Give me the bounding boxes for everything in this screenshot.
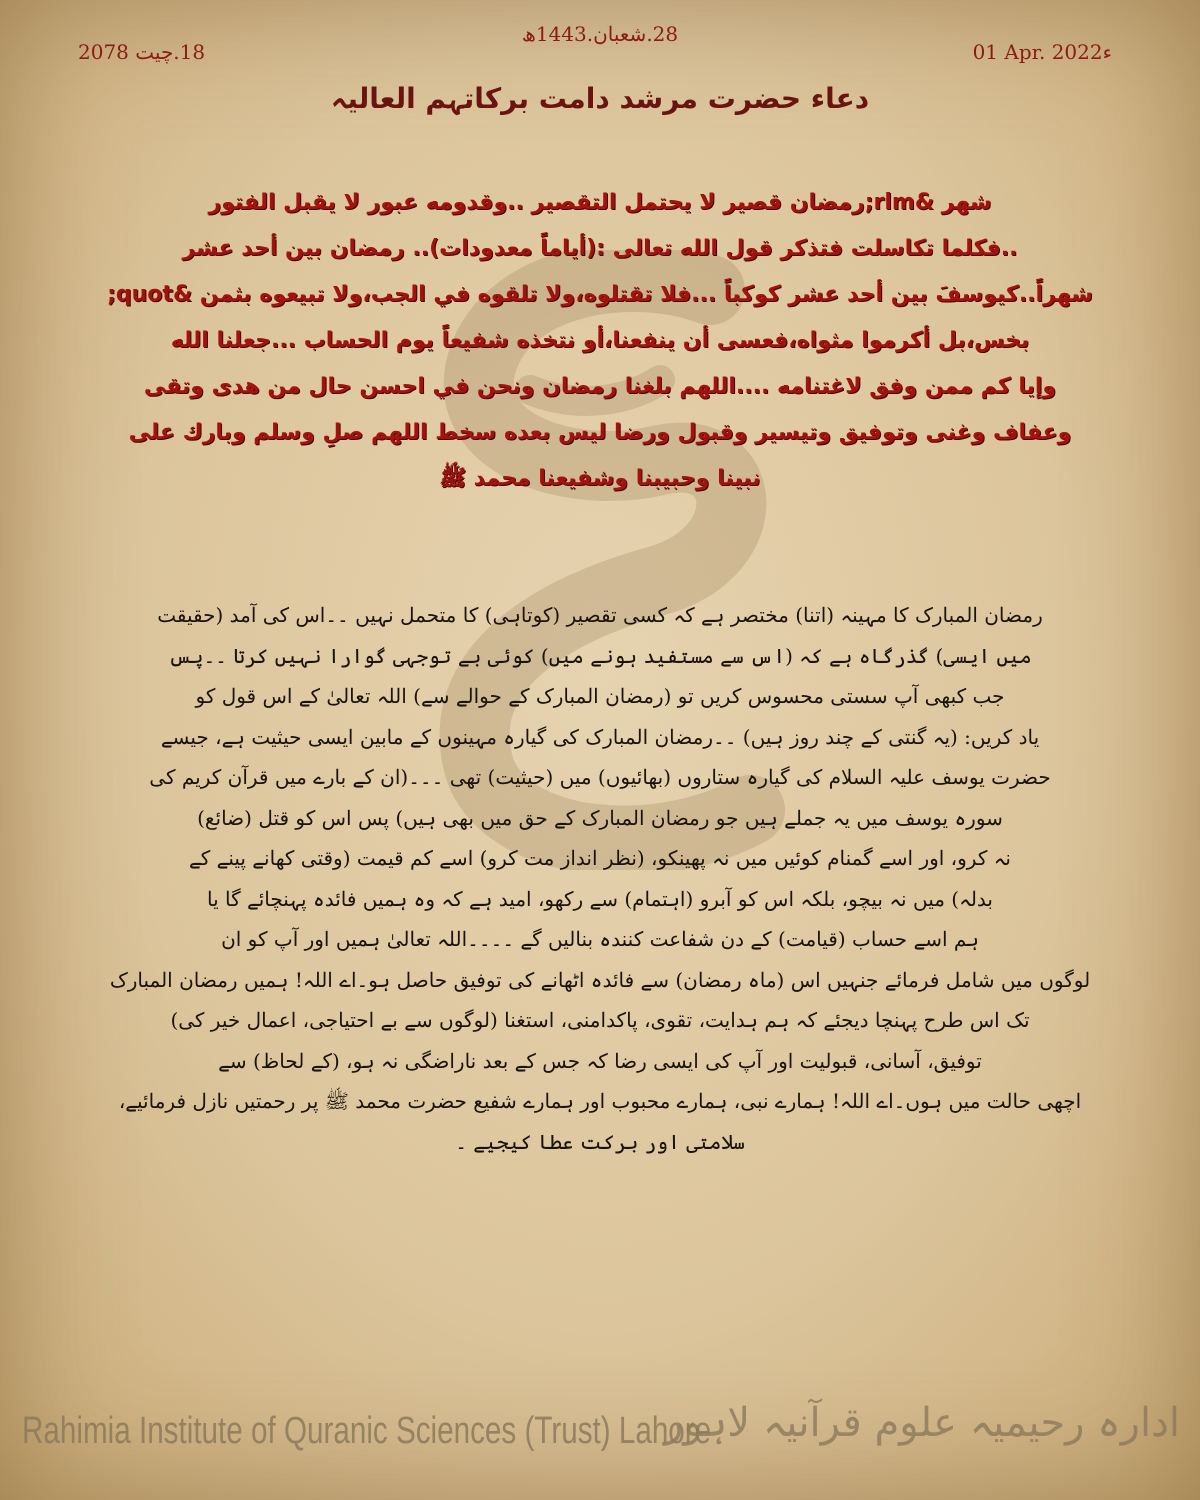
gregorian-date: 01 Apr. 2022ء (972, 40, 1112, 64)
urdu-line: رمضان المبارک کا مہینہ (اتنا) مختصر ہے کہ کسی تقصیر (کوتاہی) کا متحمل نہیں ۔۔اس کی آمد (حقیقت (157, 603, 1043, 627)
urdu-line: ہم اسے حساب (قیامت) کے دن شفاعت کنندہ بنالیں گے ۔۔۔۔اللہ تعالیٰ ہمیں اور آپ کو ان (221, 927, 979, 951)
page-title: دعاء حضرت مرشد دامت برکاتہم العالیہ (330, 82, 870, 115)
hijri-date: 28.شعبان.1443ھ (521, 22, 679, 46)
institute-name-english: Rahimia Institute of Quranic Sciences (Trust) Lahore (22, 1410, 712, 1452)
urdu-translation (100, 595, 1100, 1162)
urdu-line: توفیق، آسانی، قبولیت اور آپ کی ایسی رضا کہ جس کے بعد ناراضگی نہ ہو، (کے لحاظ) سے (218, 1048, 982, 1073)
urdu-line: نہ کرو، اور اسے گمنام کوئیں میں نہ پھینکو، (نظر انداز مت کرو) اسے کم قیمت (وقتی کھانے پینے کے (189, 846, 1011, 870)
arabic-dua (90, 180, 1110, 502)
arabic-line: شهراً..كيوسفَ بين أحد عشر كوكباً ...فلا تقتلوه،ولا تلقوه في الجب،ولا تبيعوه بثمن &quot; (107, 282, 1093, 307)
urdu-line: بدلہ) میں نہ بیچو، بلکہ اس کو آبرو (اہتمام) سے رکھو، امید ہے کہ وہ ہمیں فائدہ پہنچائے گا یا (207, 886, 993, 911)
urdu-line: اچھی حالت میں ہوں۔اے اللہ! ہمارے نبی، ہمارے محبوب اور ہمارے شفیع حضرت محمد ﷺ پر رحمتیں نازل فرمائیے، (118, 1089, 1082, 1113)
urdu-line: سلامتی اور برکت عطا کیجیے ۔ (455, 1129, 745, 1154)
urdu-line: یاد کریں: (یہ گنتی کے چند روز ہیں) ۔۔رمضان المبارک کی گیارہ مہینوں کے مابین ایسی حیثیت ہے، جیسے (160, 724, 1040, 749)
urdu-line: لوگوں میں شامل فرمائے جنہیں اس (ماہ رمضان) سے فائدہ اٹھانے کی توفیق حاصل ہو۔اے اللہ! ہمیں رمضان المبارک (109, 967, 1091, 992)
urdu-line: جب کبھی آپ سستی محسوس کریں تو (رمضان المبارک کے حوالے سے) اللہ تعالیٰ کے اس قول کو (195, 684, 1005, 708)
arabic-line: نبينا وحبيبنا وشفيعنا محمد ﷺ (439, 466, 761, 491)
institute-logo-urdu: ادارہ رحیمیہ علوم قرآنیہ لاہور (663, 1400, 1180, 1446)
urdu-line: میں ایسی) گذرگاہ ہے کہ (اس سے مستفید ہونے میں) کوئی بے توجہی گوارا نہیں کرتا ۔۔پس (168, 643, 1032, 668)
arabic-line: شهر &rlm;رمضان قصير لا يحتمل التقصير ..وقدومه عبور لا يقبل الفتور (208, 190, 992, 215)
urdu-line: سورہ یوسف میں یہ جملے ہیں جو رمضان المبارک کے حق میں بھی ہیں) پس اس کو قتل (ضائع) (197, 805, 1003, 830)
urdu-line: تک اس طرح پہنچا دیجئے کہ ہم ہدایت، تقوی، پاکدامنی، استغنا (لوگوں سے بے احتیاجی، اعمال خیر کی) (170, 1008, 1030, 1032)
arabic-line: ..فكلما تكاسلت فتذكر قول الله تعالى :(أياماً معدودات).. رمضان بين أحد عشر (182, 236, 1018, 261)
urdu-line: حضرت یوسف علیہ السلام کی گیارہ ستاروں (بھائیوں) میں (حیثیت) تھی ۔۔۔(ان کے بارے میں قرآن کریم کی (149, 765, 1051, 789)
bikrami-date: 18.چیت 2078 (78, 40, 206, 64)
arabic-line: وإيا كم ممن وفق لاغتنامه ....اللهم بلغنا رمضان ونحن في احسن حال من هدى وتقى (143, 374, 1057, 399)
arabic-line: بخس،بل أكرموا مثواه،فعسى أن ينفعنا،أو نتخذه شفيعاً يوم الحساب ...جعلنا الله (170, 328, 1030, 353)
arabic-line: وعفاف وغنى وتوفيق وتيسير وقبول ورضا ليس بعده سخط اللهم صلِ وسلم وبارك على (128, 420, 1072, 445)
